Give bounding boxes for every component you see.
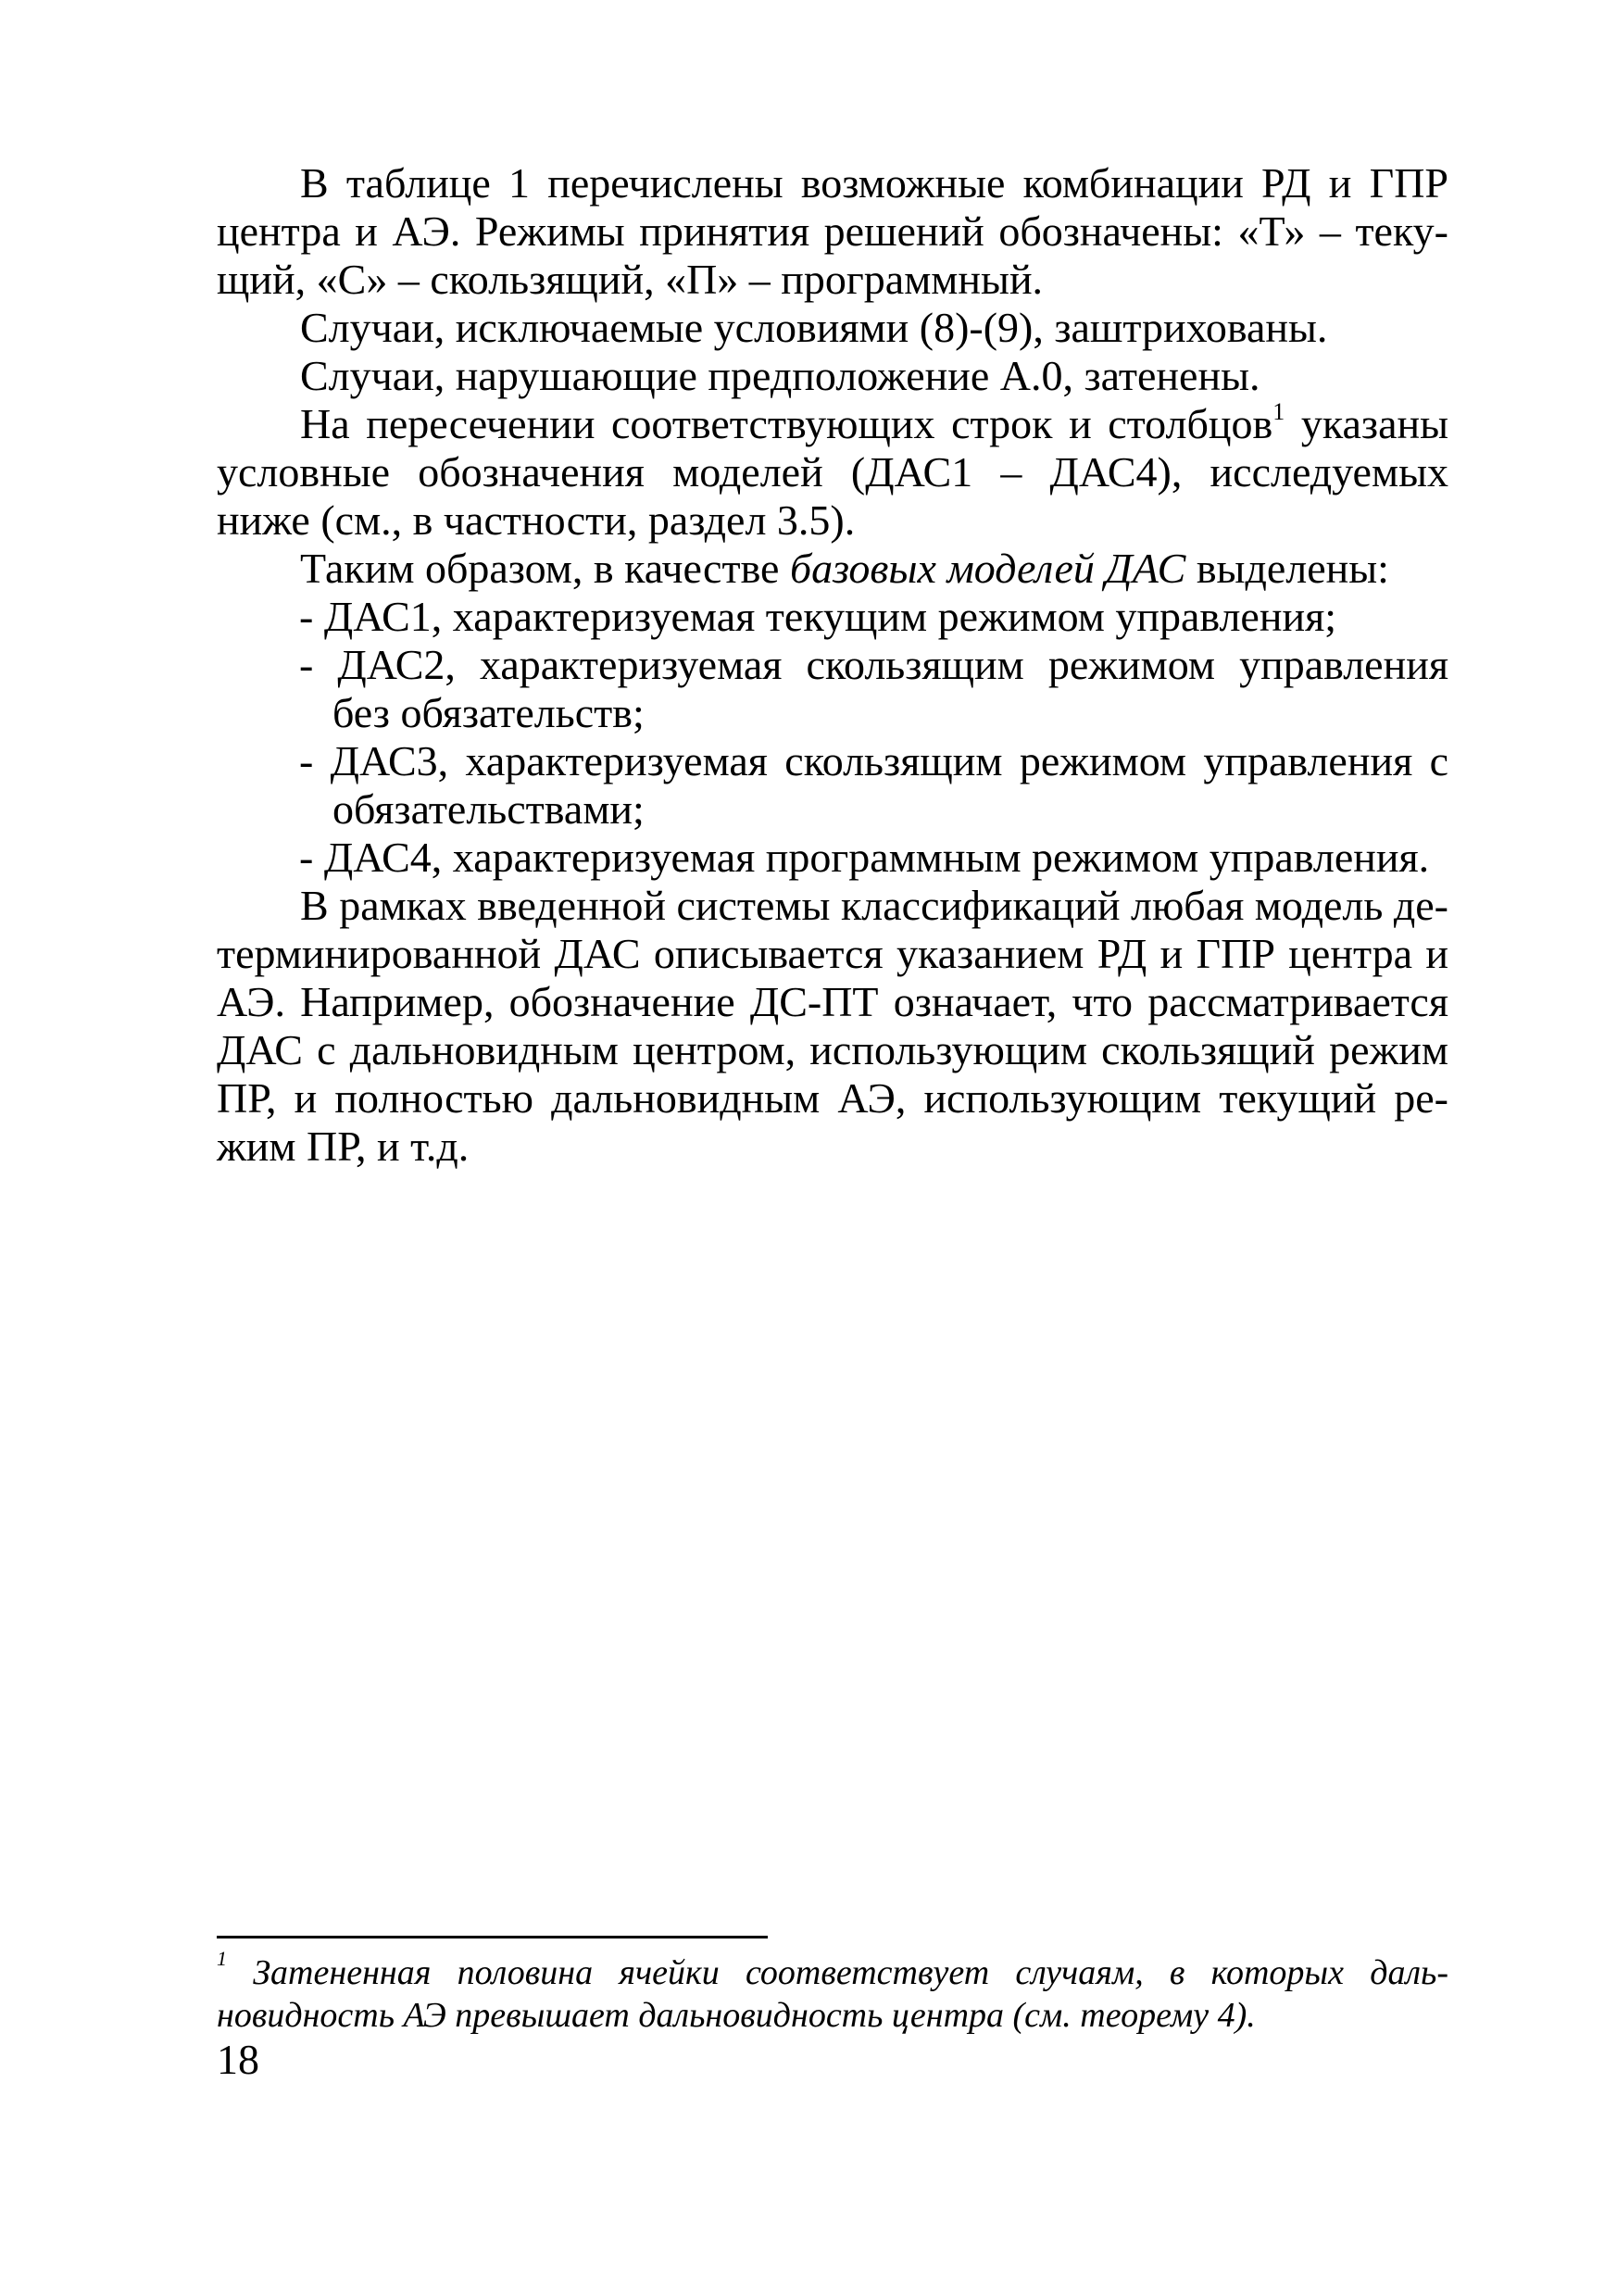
paragraph-shaded-cases-text: Случаи, нарушающие предположение А.0, затенены. (300, 352, 1260, 399)
paragraph-intersection-text-start: На пересечении соответствующих строк и столбцов (300, 400, 1273, 447)
paragraph-hatched-cases: Случаи, исключаемые условиями (8)-(9), заштрихованы. (300, 304, 1328, 351)
page-number: 18 (217, 2036, 259, 2083)
footnote-text: Затененная половина ячейки соответствует случаям, в которых даль-новидность АЭ превышает дальновидность центра (см. теорему 4). (217, 1953, 1448, 2035)
paragraph-base-models-emphasis: базовых моделей ДАС (789, 545, 1186, 592)
body-text (217, 159, 1448, 1171)
list-item: - ДАС1, характеризуемая текущим режимом управления; (299, 593, 1337, 640)
footnote-divider (217, 1936, 768, 1938)
paragraph-base-models (217, 545, 1448, 593)
paragraph-intersection (217, 397, 1449, 545)
list-item: - ДАС4, характеризуемая программным режимом управления. (299, 834, 1430, 881)
paragraph-base-models-text-start: Таким образом, в качестве (300, 545, 790, 592)
footnote-reference: 1 (1272, 397, 1285, 425)
paragraph-classification: В рамках введенной системы классификаций любая модель де-терминированной ДАС описывается указанием РД и ГПР центра и АЭ. Например, обозначение ДС-ПТ означает, что рассматривается ДАС с дальновидным центром, использующим скользящий режим ПР, и полностью дальновидным АЭ, использующим текущий ре-жим ПР, и т.д. (217, 882, 1448, 1170)
footnote (217, 1947, 1448, 2037)
list-item: - ДАС2, характеризуемая скользящим режимом управления без обязательств; (299, 641, 1448, 736)
model-list (217, 593, 1448, 882)
paragraph-intersection-text-end: указаны условные обозначения моделей (ДАС1 – ДАС4), исследуемых ниже (см., в частности, раздел 3.5). (217, 400, 1449, 544)
list-item: - ДАС3, характеризуемая скользящим режимом управления с обязательствами; (299, 737, 1448, 833)
paragraph-shaded-cases (217, 352, 1448, 400)
paragraph-table-intro: В таблице 1 перечислены возможные комбинации РД и ГПР центра и АЭ. Режимы принятия решений обозначены: «Т» – теку-щий, «С» – скользящий, «П» – программный. (217, 159, 1448, 303)
paragraph-base-models-text-end: выделены: (1185, 545, 1389, 592)
footnote-marker: 1 (217, 1947, 227, 1971)
